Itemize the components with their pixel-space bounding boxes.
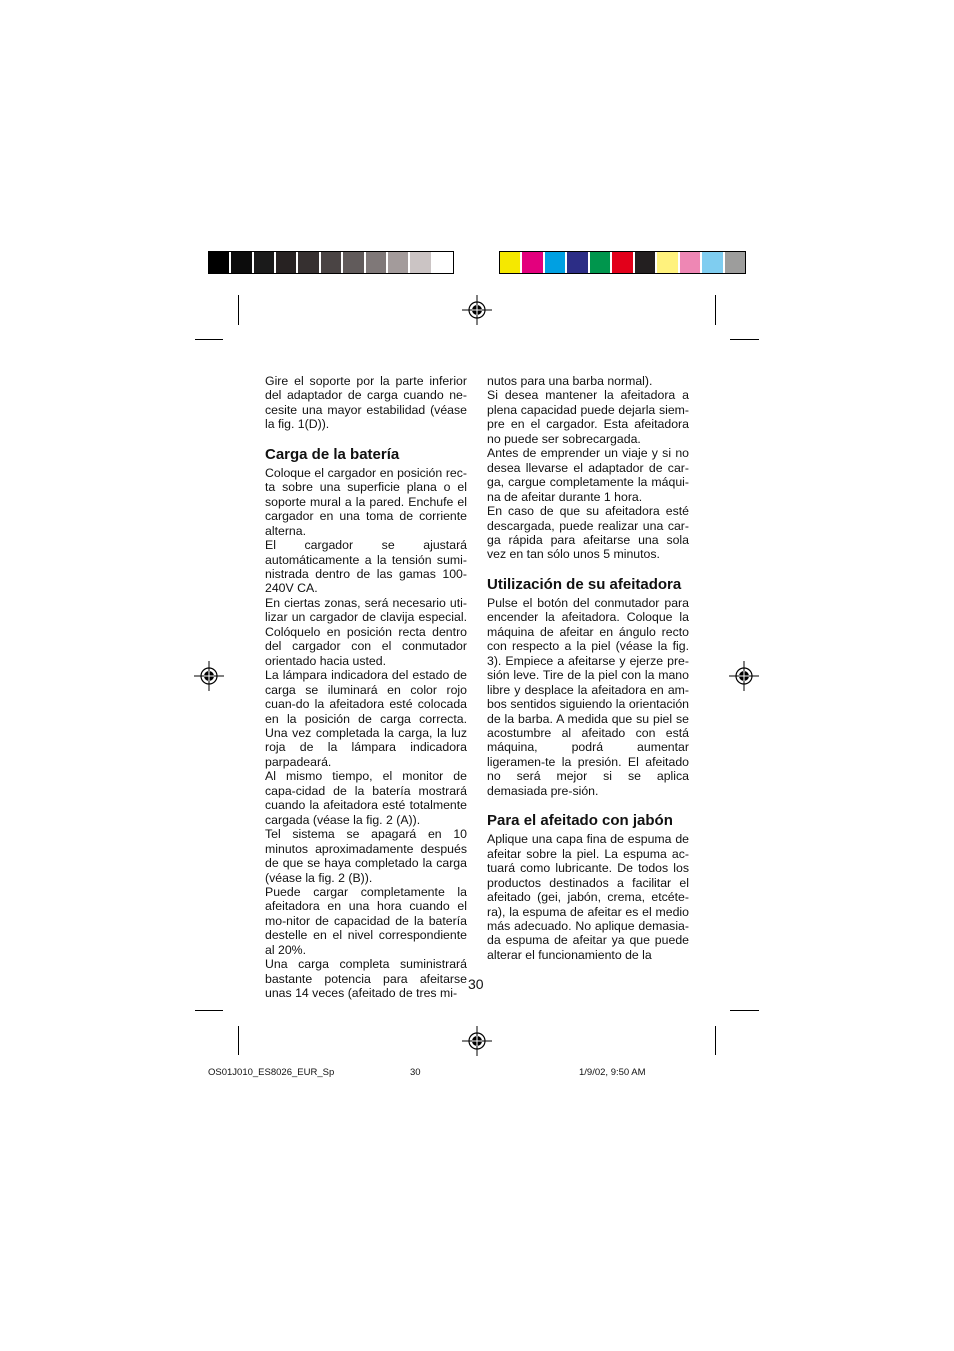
right-text-column bbox=[487, 374, 689, 962]
body-paragraph: Gire el soporte por la parte inferior del adaptador de carga cuando ne-cesite una mayor estabilidad (véase la fig. 1(D)). bbox=[265, 374, 467, 432]
color-swatch bbox=[725, 252, 745, 273]
color-swatch bbox=[567, 252, 589, 273]
crop-mark bbox=[195, 339, 223, 340]
body-paragraph: El cargador se ajustará automáticamente a la tensión sumi-nistrada dentro de las gamas 100-240V CA. bbox=[265, 538, 467, 596]
color-swatch bbox=[545, 252, 567, 273]
section-heading: Utilización de su afeitadora bbox=[487, 575, 682, 593]
body-paragraph: Una carga completa suministrará bastante potencia para afeitarse unas 14 veces (afeitado de tres mi- bbox=[265, 957, 467, 1001]
color-swatch bbox=[612, 252, 634, 273]
body-paragraph: Tel sistema se apagará en 10 minutos aproximadamente después de que se haya completado la carga (véase la fig. 2 (B)). bbox=[265, 827, 467, 885]
color-swatch bbox=[254, 252, 276, 273]
color-swatch bbox=[366, 252, 388, 273]
color-swatch bbox=[590, 252, 612, 273]
body-paragraph: En ciertas zonas, será necesario uti-lizar un cargador de clavija especial. Colóquelo en posición recta dentro del cargador con el conmutador orientado hacia usted. bbox=[265, 595, 467, 668]
body-paragraph: La lámpara indicadora del estado de carga se iluminará en color rojo cuan-do la afeitadora esté colocada en la posición de carga correcta. Una vez completada la carga, la luz roja de la lámpara indicadora parpadeará. bbox=[265, 668, 467, 769]
crop-mark bbox=[238, 1026, 239, 1055]
color-swatch bbox=[276, 252, 298, 273]
registration-mark-icon bbox=[729, 661, 759, 691]
color-swatch bbox=[433, 252, 453, 273]
body-paragraph: Al mismo tiempo, el monitor de capa-cidad de la batería mostrará cuando la afeitadora esté totalmente cargada (véase la fig. 2 (A)). bbox=[265, 769, 467, 827]
crop-mark bbox=[730, 339, 759, 340]
color-swatch bbox=[321, 252, 343, 273]
color-swatch bbox=[657, 252, 679, 273]
body-paragraph: Si desea mantener la afeitadora a plena capacidad puede dejarla siem-pre en el cargador. Esta afeitadora no puede ser sobrecargada. bbox=[487, 388, 689, 446]
page-number: 30 bbox=[468, 976, 484, 992]
left-text-column bbox=[265, 374, 467, 1001]
footer-page: 30 bbox=[410, 1067, 421, 1078]
body-paragraph: Aplique una capa fina de espuma de afeitar sobre la piel. La espuma ac-tuará como lubricante. De todos los productos destinados a facilitar el afeitado (gei, jabón, crema, etcéte-ra), la espuma de afeitar es el medio más adecuado. No aplique demasia-da espuma de afeitar ya que puede alterar el funcionamiento de la bbox=[487, 832, 689, 962]
section-heading: Para el afeitado con jabón bbox=[487, 812, 673, 830]
crop-mark bbox=[195, 1010, 223, 1011]
body-paragraph: nutos para una barba normal). bbox=[487, 374, 653, 388]
color-swatch bbox=[343, 252, 365, 273]
color-swatch bbox=[500, 252, 522, 273]
crop-mark bbox=[715, 1026, 716, 1055]
registration-mark-icon bbox=[462, 1026, 492, 1056]
body-paragraph: Antes de emprender un viaje y si no desea llevarse el adaptador de car-ga, cargue completamente la máqui-na de afeitar durante 1 hora. bbox=[487, 446, 689, 504]
registration-mark-icon bbox=[462, 295, 492, 325]
section-heading: Carga de la batería bbox=[265, 445, 400, 463]
footer-datetime: 1/9/02, 9:50 AM bbox=[579, 1067, 646, 1078]
body-paragraph: En caso de que su afeitadora esté descargada, puede realizar una car-ga rápida para afeitarse una sola vez en tan sólo unos 5 minutos. bbox=[487, 504, 689, 562]
body-paragraph: Coloque el cargador en posición rec-ta sobre una superficie plana o el soporte mural a la pared. Enchufe el cargador en una toma de corriente alterna. bbox=[265, 465, 467, 538]
crop-mark bbox=[238, 295, 239, 325]
color-calibration-bar bbox=[499, 251, 746, 274]
crop-mark bbox=[715, 295, 716, 325]
color-swatch bbox=[231, 252, 253, 273]
body-paragraph: Pulse el botón del conmutador para encender la afeitadora. Coloque la máquina de afeitar en ángulo recto con respecto a la piel (véase la fig. 3). Empiece a afeitarse y ejerze pre-sión leve. Tire de la piel con la mano libre y desplace la afeitadora en am-bos sentidos siguiendo la orientación de la barba. A medida que su piel se acostumbre al afeitado con está máquina, podrá aumentar ligeramen-te la presión. El afeitado no será mejor si se aplica demasiada pre-sión. bbox=[487, 595, 689, 798]
color-swatch bbox=[635, 252, 657, 273]
body-paragraph: Puede cargar completamente la afeitadora en una hora cuando el mo-nitor de capacidad de la batería destelle en el nivel correspondiente al 20%. bbox=[265, 884, 467, 957]
color-swatch bbox=[522, 252, 544, 273]
color-swatch bbox=[388, 252, 410, 273]
color-swatch bbox=[410, 252, 432, 273]
color-swatch bbox=[702, 252, 724, 273]
crop-mark bbox=[730, 1010, 759, 1011]
color-swatch bbox=[298, 252, 320, 273]
color-swatch bbox=[680, 252, 702, 273]
registration-mark-icon bbox=[194, 661, 224, 691]
grayscale-calibration-bar bbox=[208, 251, 454, 274]
color-swatch bbox=[209, 252, 231, 273]
footer-filename: OS01J010_ES8026_EUR_Sp bbox=[208, 1067, 335, 1078]
